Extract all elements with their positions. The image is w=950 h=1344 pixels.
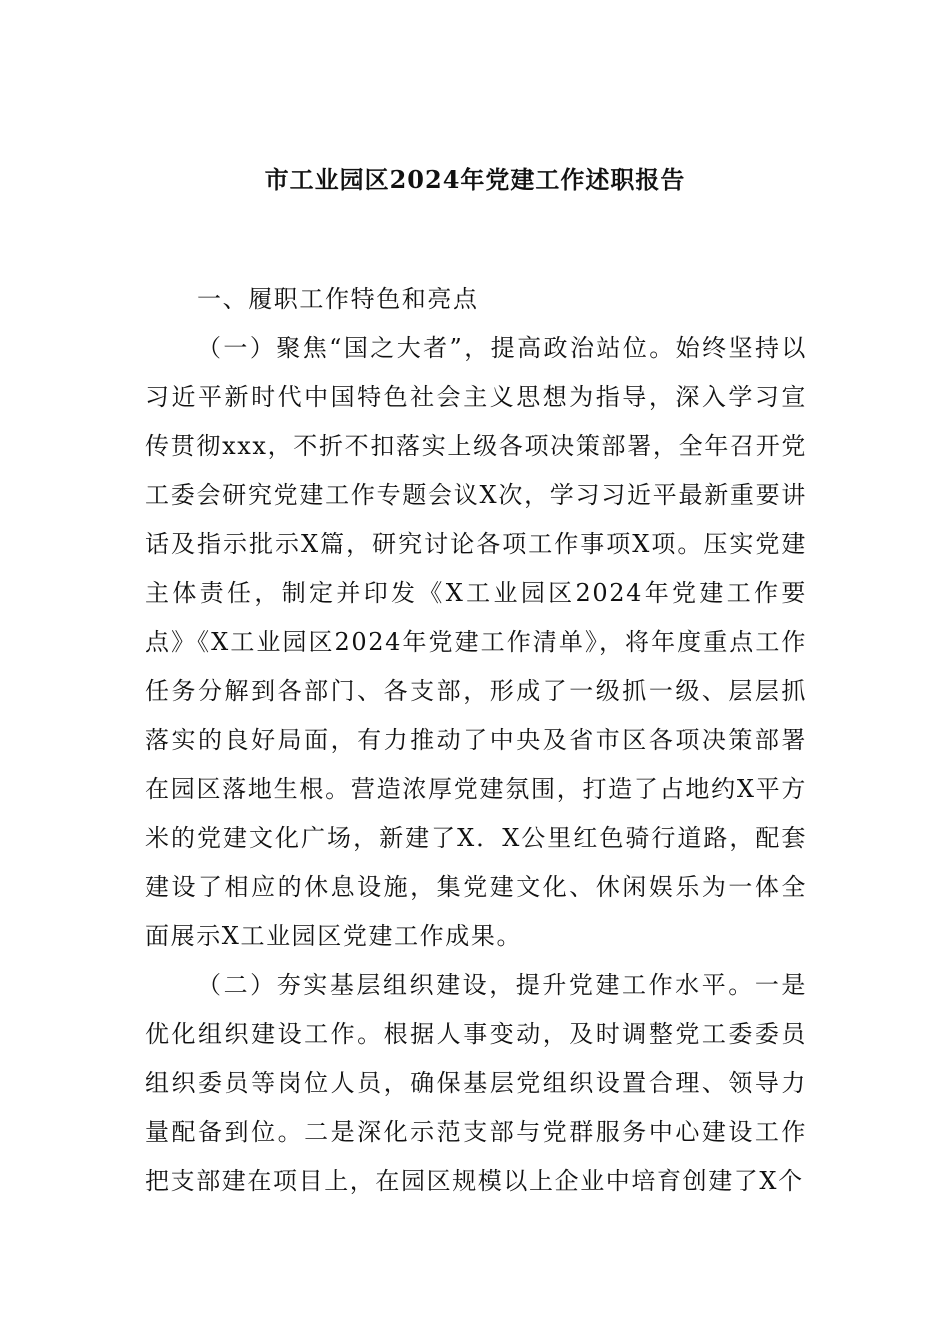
- document-body: [145, 275, 807, 1206]
- document-title: 市工业园区2024年党建工作述职报告: [264, 165, 686, 194]
- section-heading: 一、履职工作特色和亮点: [197, 285, 479, 313]
- paragraph-grassroots-organization: （二）夯实基层组织建设，提升党建工作水平。一是优化组织建设工作。根据人事变动，及时调整党工委委员组织委员等岗位人员，确保基层党组织设置合理、领导力量配备到位。二是深化示范支部与党群服务中心建设工作把支部建在项目上，在园区规模以上企业中培育创建了X个: [145, 971, 807, 1195]
- paragraph-political-stance: （一）聚焦“国之大者”，提高政治站位。始终坚持以习近平新时代中国特色社会主义思想为指导，深入学习宣传贯彻xxx，不折不扣落实上级各项决策部署，全年召开党工委会研究党建工作专题会议X次，学习习近平最新重要讲话及指示批示X篇，研究讨论各项工作事项X项。压实党建主体责任，制定并印发《X工业园区2024年党建工作要点》《X工业园区2024年党建工作清单》，将年度重点工作任务分解到各部门、各支部，形成了一级抓一级、层层抓落实的良好局面，有力推动了中央及省市区各项决策部署在园区落地生根。营造浓厚党建氛围，打造了占地约X平方米的党建文化广场，新建了X．X公里红色骑行道路，配套建设了相应的休息设施，集党建文化、休闲娱乐为一体全面展示X工业园区党建工作成果。: [145, 334, 807, 950]
